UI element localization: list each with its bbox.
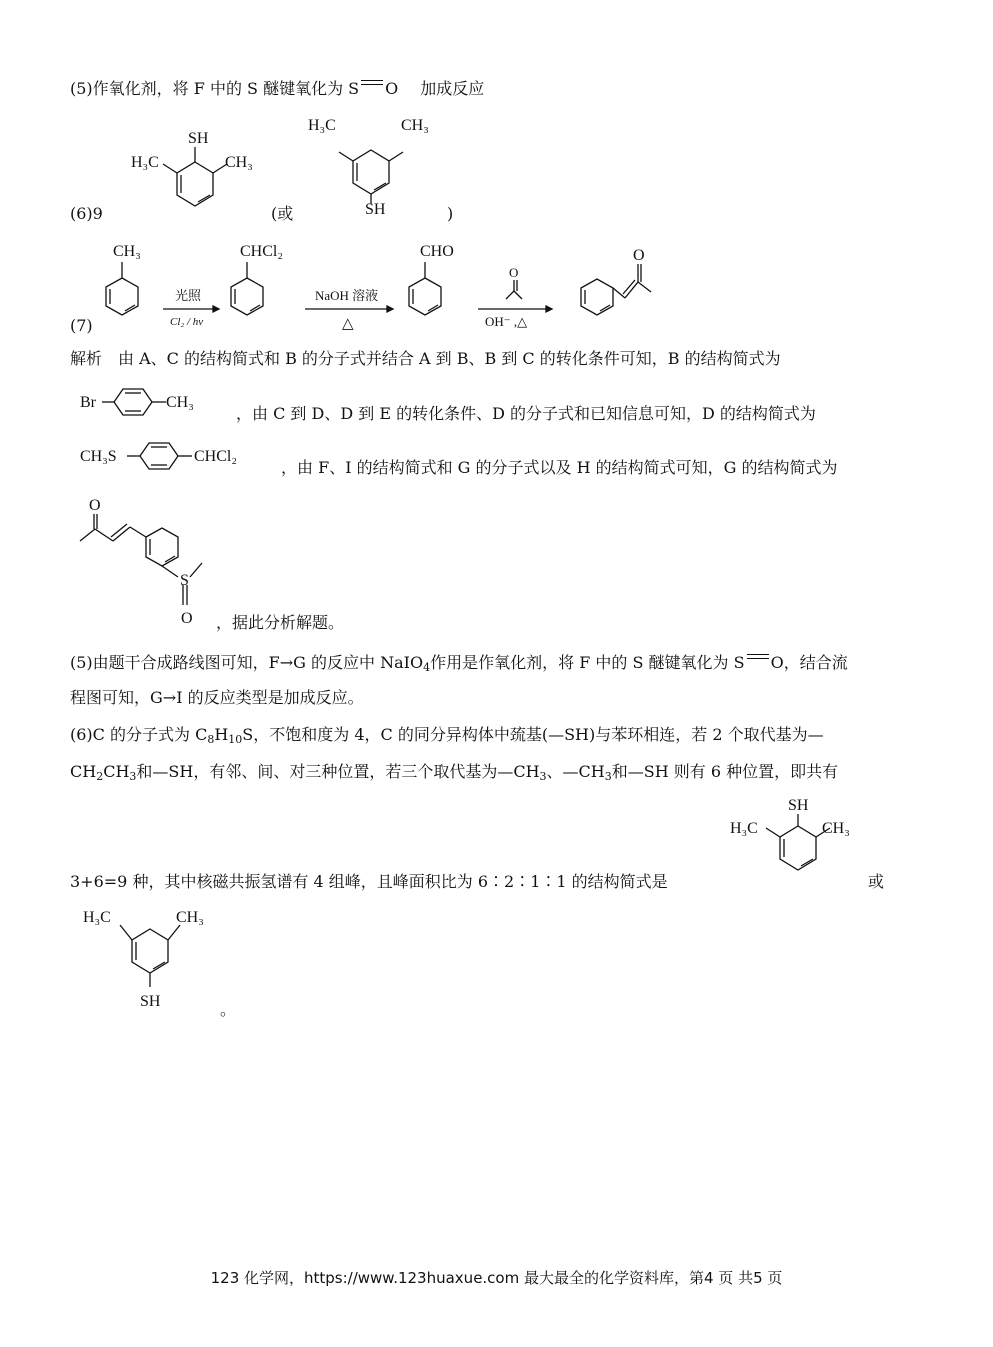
answer-6-label: (6)9 <box>70 204 103 223</box>
answer-6-open-paren: (或 <box>271 204 294 223</box>
structure-3-5-dimethylthiophenol-explanation <box>80 905 220 1015</box>
g-s-label: S <box>180 572 189 589</box>
g-o2-label: O <box>181 610 193 627</box>
struct-sh-label: SH <box>788 797 809 814</box>
explanation-5-line-2: 程图可知，G→I 的反应类型是加成反应。 <box>70 688 364 707</box>
structure-b-bromotoluene <box>80 383 230 423</box>
product-o-label: O <box>633 247 645 264</box>
analysis-line-3: ，由 F、I 的结构简式和 G 的分子式以及 H 的结构简式可知，G 的结构简式为 <box>281 458 838 477</box>
structure-g <box>80 493 220 633</box>
cho-label: CHO <box>420 243 454 260</box>
structure-3-5-dimethylthiophenol <box>305 112 445 222</box>
synthesis-route <box>95 236 675 336</box>
step2-condition-bottom: △ <box>342 316 354 332</box>
struct-h3c-label: H₃C <box>730 820 758 837</box>
d-ch3s-label: CH₃S <box>80 448 117 465</box>
analysis-line-1: 解析 由 A、C 的结构简式和 B 的分子式并结合 A 到 B、B 到 C 的转化条件可知，B 的结构简式为 <box>70 349 781 368</box>
step1-condition-bottom: Cl₂ / hν <box>170 316 204 328</box>
answer-7-label: (7) <box>70 316 93 335</box>
struct-h3c-label: H₃C <box>308 117 336 134</box>
double-bond-icon <box>747 654 769 664</box>
explanation-5-line-1: (5)由题干合成路线图可知，F→G 的反应中 NaIO$_4$作用是作氧化剂，将 F 中的 S 醚键氧化为 S O，结合流 <box>70 653 848 674</box>
g-o1-label: O <box>89 497 101 514</box>
struct-sh-label: SH <box>140 993 161 1010</box>
analysis-label: 解析 <box>70 349 103 368</box>
toluene-ch3-label: CH₃ <box>113 243 141 260</box>
struct-sh-label: SH <box>188 130 209 147</box>
explanation-6-line-2: $CH_2CH_3$和—SH，有邻、间、对三种位置，若三个取代基为$—CH_3$、$—CH_3$和—SH 则有 6 种位置，即共有 <box>70 762 839 783</box>
structure-2-6-dimethylthiophenol <box>125 122 275 222</box>
struct-h3c-label: H₃C <box>83 909 111 926</box>
double-bond-icon <box>361 80 383 90</box>
struct-h3c-label: H₃C <box>131 154 159 171</box>
structure-d <box>80 437 280 477</box>
step1-condition-top: 光照 <box>175 288 202 303</box>
answer-5-text-b: 加成反应 <box>420 79 485 98</box>
answer-5-text-a: 作氧化剂，将 F 中的 S 醚键氧化为 S <box>92 79 360 98</box>
explanation-6-period: 。 <box>220 1000 237 1019</box>
struct-ch3-label: CH₃ <box>822 820 850 837</box>
struct-sh-label: SH <box>365 201 386 218</box>
acetone-o-label: O <box>509 265 519 280</box>
b-br-label: Br <box>80 394 96 411</box>
d-chcl2-label: CHCl₂ <box>194 448 237 465</box>
answer-5-line <box>70 79 484 99</box>
struct-ch3-label: CH₃ <box>225 154 253 171</box>
answer-5-label: (5) <box>70 79 93 98</box>
explanation-6-or: 或 <box>868 872 885 891</box>
struct-ch3-label: CH₃ <box>176 909 204 926</box>
analysis-line-4: ，据此分析解题。 <box>216 613 345 632</box>
answer-5-o: O <box>385 79 399 98</box>
page-footer: 123 化学网，https://www.123huaxue.com 最大最全的化学资料库，第4 页 共5 页 <box>210 1269 783 1287</box>
structure-2-6-dimethylthiophenol-explanation <box>724 792 874 892</box>
struct-ch3-label: CH₃ <box>401 117 429 134</box>
step2-condition-top: NaOH 溶液 <box>315 288 379 303</box>
analysis-line-2: ，由 C 到 D、D 到 E 的转化条件、D 的分子式和已知信息可知，D 的结构简式为 <box>236 404 816 423</box>
explanation-6-line-3: 3+6=9 种，其中核磁共振氢谱有 4 组峰，且峰面积比为 6∶2∶1∶1 的结构简式是 <box>70 872 668 891</box>
b-ch3-label: CH₃ <box>166 394 194 411</box>
explanation-6-line-1: (6)C 的分子式为 $C_8H_{10}S$，不饱和度为 4，C 的同分异构体中巯基(—SH)与苯环相连，若 2 个取代基为— <box>70 725 824 746</box>
answer-6-close-paren: ) <box>447 204 454 223</box>
chcl2-label: CHCl₂ <box>240 243 283 260</box>
step3-condition-bottom: OH⁻ ,△ <box>485 314 528 329</box>
